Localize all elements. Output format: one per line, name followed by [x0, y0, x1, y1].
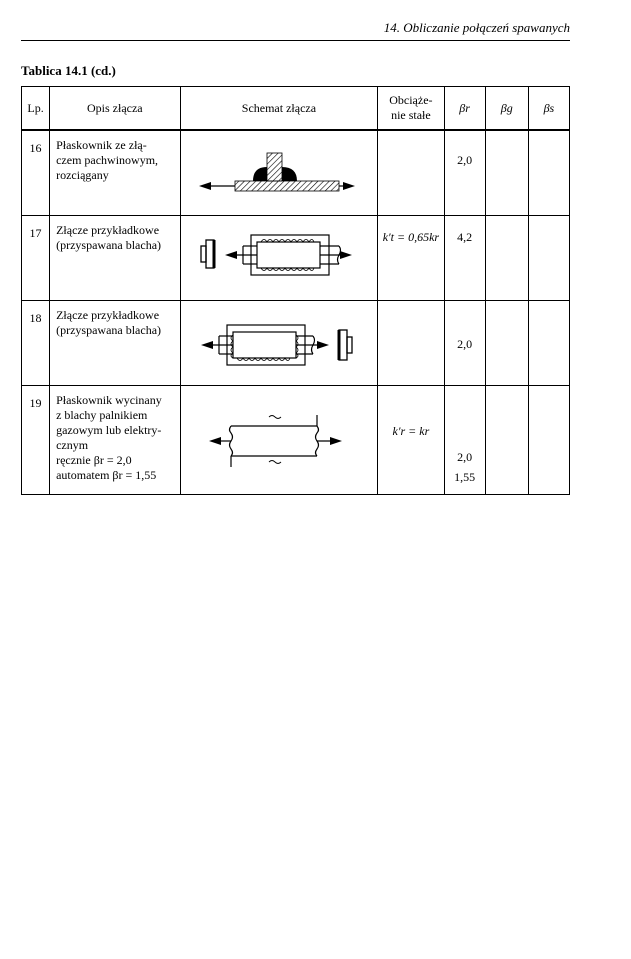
- lap-joint-diagram-b: [181, 301, 377, 385]
- cell-opis: [50, 130, 180, 216]
- cell-schemat: [180, 130, 378, 216]
- col-header-schemat: Schemat złącza: [180, 87, 378, 131]
- table-title: Tablica 14.1 (cd.): [21, 63, 116, 78]
- lap-joint-diagram-a: [181, 216, 377, 300]
- cell-beta-r: [444, 216, 485, 301]
- opis-line: ręcznie βr = 2,0: [56, 453, 132, 467]
- cell-obciazenie: [378, 301, 444, 386]
- opis-line: (przyspawana blacha): [56, 238, 162, 252]
- table-row: [22, 130, 570, 216]
- opis-line: (przyspawana blacha): [56, 323, 162, 337]
- col-header-beta-s: βs: [528, 87, 569, 131]
- table-header-row: [22, 87, 570, 131]
- cell-beta-r: [444, 301, 485, 386]
- opis-line: Płaskownik ze złą-: [56, 138, 147, 152]
- col-header-obciazenie-line2: nie stałe: [391, 108, 431, 122]
- beta-r-value: 1,55: [454, 470, 476, 484]
- col-header-opis: Opis złącza: [50, 87, 180, 131]
- col-header-obciazenie-line1: Obciąże-: [389, 93, 433, 107]
- opis-line: z blachy palnikiem: [56, 408, 148, 422]
- cell-opis: [50, 301, 180, 386]
- cell-beta-s: [528, 386, 569, 495]
- cell-schemat: [180, 216, 378, 301]
- opis-line: Złącze przykładkowe: [56, 308, 160, 322]
- cell-schemat: [180, 386, 378, 495]
- opis-line: Złącze przykładkowe: [56, 223, 160, 237]
- joints-table: [21, 86, 570, 495]
- cell-obciazenie: k′r = kr: [378, 386, 444, 495]
- col-header-lp: Lp.: [22, 87, 50, 131]
- cell-beta-g: [485, 130, 528, 216]
- cell-lp: 18: [22, 301, 50, 386]
- fillet-weld-diagram: [181, 131, 377, 215]
- cell-lp: 16: [22, 130, 50, 216]
- beta-r-value: 2,0: [457, 450, 473, 464]
- cell-beta-s: [528, 216, 569, 301]
- table-row: [22, 216, 570, 301]
- beta-r-value: 2,0: [457, 153, 473, 167]
- table-row: [22, 386, 570, 495]
- opis-line: gazowym lub elektry-: [56, 423, 162, 437]
- col-header-obciazenie: [378, 87, 444, 131]
- cell-beta-g: [485, 301, 528, 386]
- cell-obciazenie: [378, 130, 444, 216]
- beta-r-value: 2,0: [457, 337, 473, 351]
- cell-opis: [50, 216, 180, 301]
- cell-opis: [50, 386, 180, 495]
- cell-lp: 17: [22, 216, 50, 301]
- opis-line: cznym: [56, 438, 89, 452]
- opis-line: Płaskownik wycinany: [56, 393, 162, 407]
- opis-line: czem pachwinowym,: [56, 153, 159, 167]
- cell-beta-g: [485, 216, 528, 301]
- col-header-beta-g: βg: [485, 87, 528, 131]
- cut-flat-bar-diagram: [181, 386, 377, 494]
- cell-schemat: [180, 301, 378, 386]
- running-header: 14. Obliczanie połączeń spawanych: [383, 20, 570, 35]
- beta-r-value: 4,2: [457, 230, 473, 244]
- cell-beta-r: [444, 130, 485, 216]
- header-rule: [21, 40, 570, 41]
- cell-beta-r: [444, 386, 485, 495]
- cell-beta-g: [485, 386, 528, 495]
- cell-beta-s: [528, 301, 569, 386]
- opis-line: rozciągany: [56, 168, 109, 182]
- table-row: [22, 301, 570, 386]
- cell-beta-s: [528, 130, 569, 216]
- cell-lp: 19: [22, 386, 50, 495]
- opis-line: automatem βr = 1,55: [56, 468, 157, 482]
- col-header-beta-r: βr: [444, 87, 485, 131]
- cell-obciazenie: k′t = 0,65kr: [378, 216, 444, 301]
